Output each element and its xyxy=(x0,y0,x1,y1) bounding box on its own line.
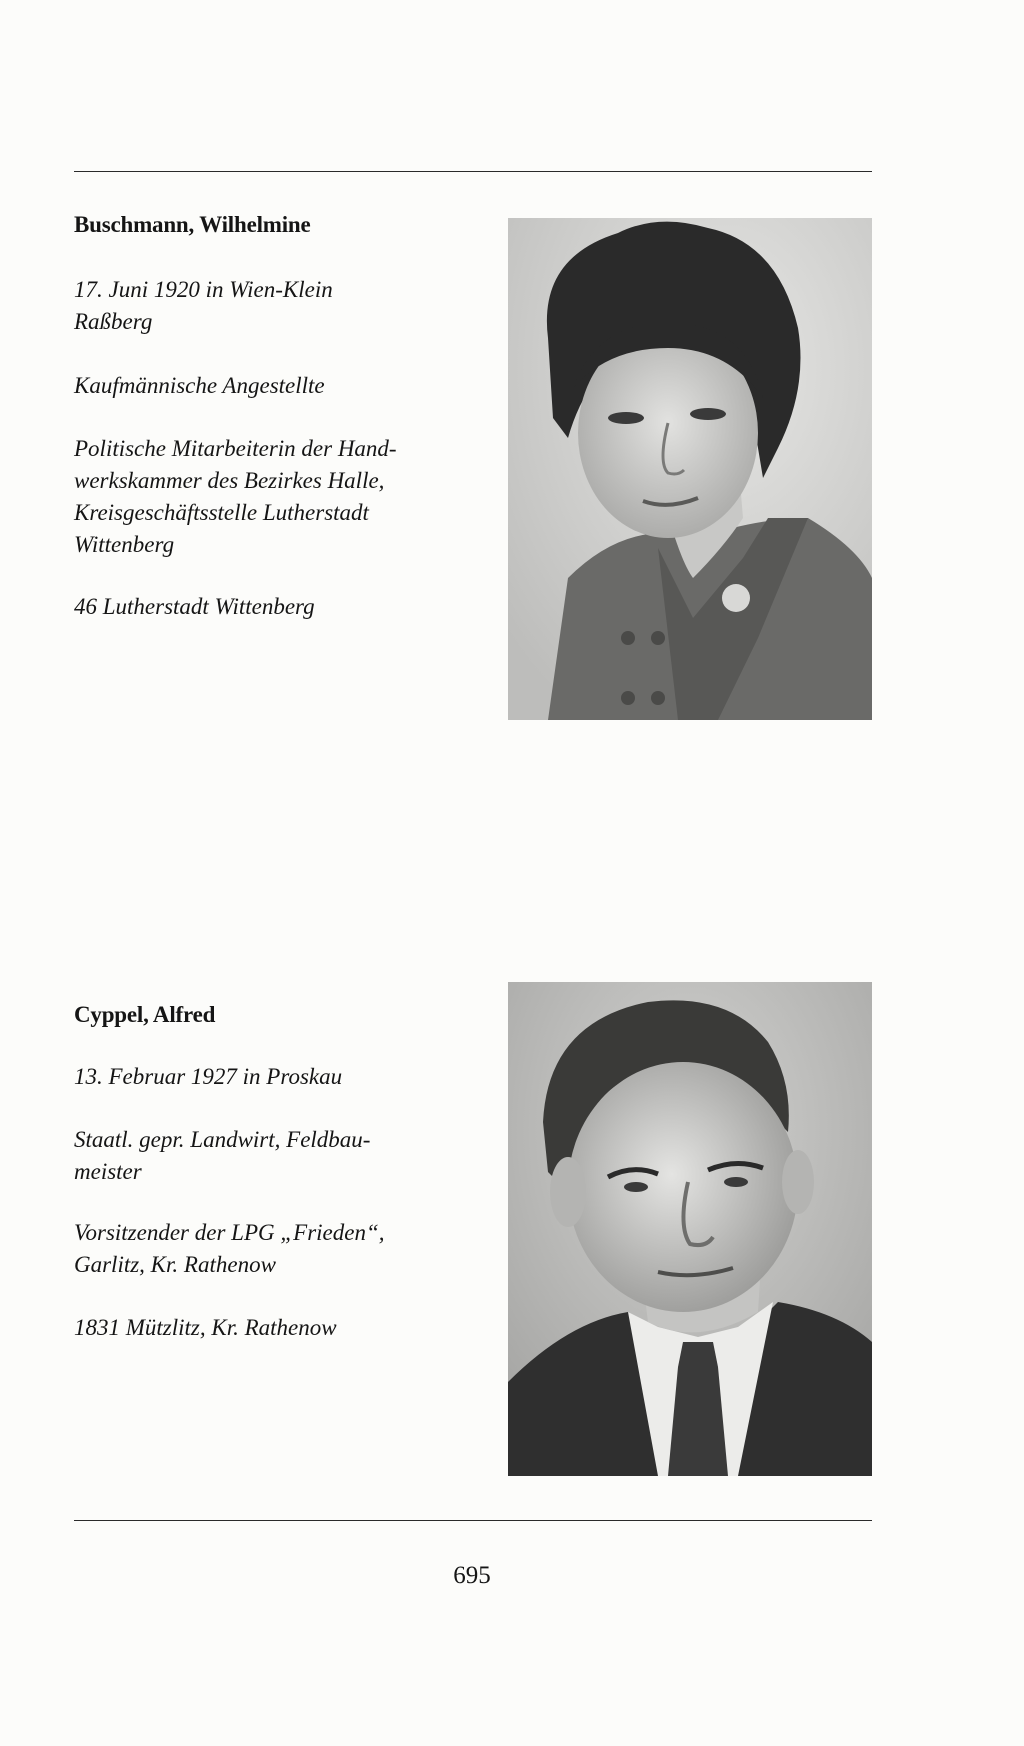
profession-line: Staatl. gepr. Landwirt, Feldbau- xyxy=(74,1127,371,1152)
birth-line: 13. Februar 1927 in Proskau xyxy=(74,1064,343,1089)
entry-name: Buschmann, Wilhelmine xyxy=(74,212,311,237)
entry-profession xyxy=(74,1124,454,1188)
birth-line: 17. Juni 1920 in Wien-Klein xyxy=(74,277,333,302)
entry-address xyxy=(74,591,454,623)
profession-line: meister xyxy=(74,1159,142,1184)
entry-birth xyxy=(74,1061,454,1093)
position-line: Wittenberg xyxy=(74,532,175,557)
position-line: Garlitz, Kr. Rathenow xyxy=(74,1252,276,1277)
entry-profession xyxy=(74,370,454,402)
top-divider xyxy=(74,171,872,172)
position-line: werkskammer des Bezirkes Halle, xyxy=(74,468,385,493)
position-line: Vorsitzender der LPG „Frieden“, xyxy=(74,1220,385,1245)
bottom-divider xyxy=(74,1520,872,1521)
portrait-photo-woman xyxy=(508,218,872,720)
position-line: Kreisgeschäftsstelle Lutherstadt xyxy=(74,500,369,525)
position-line: Politische Mitarbeiterin der Hand- xyxy=(74,436,397,461)
entry-address xyxy=(74,1312,454,1344)
birth-line: Raßberg xyxy=(74,309,153,334)
address-line: 46 Lutherstadt Wittenberg xyxy=(74,594,315,619)
profession-line: Kaufmännische Angestellte xyxy=(74,373,325,398)
entry-position xyxy=(74,1217,454,1281)
entry-birth xyxy=(74,274,454,338)
address-line: 1831 Mützlitz, Kr. Rathenow xyxy=(74,1315,337,1340)
page-number: 695 xyxy=(453,1562,491,1589)
portrait-photo-man xyxy=(508,982,872,1476)
entry-position xyxy=(74,433,454,561)
entry-name: Cyppel, Alfred xyxy=(74,1002,216,1027)
